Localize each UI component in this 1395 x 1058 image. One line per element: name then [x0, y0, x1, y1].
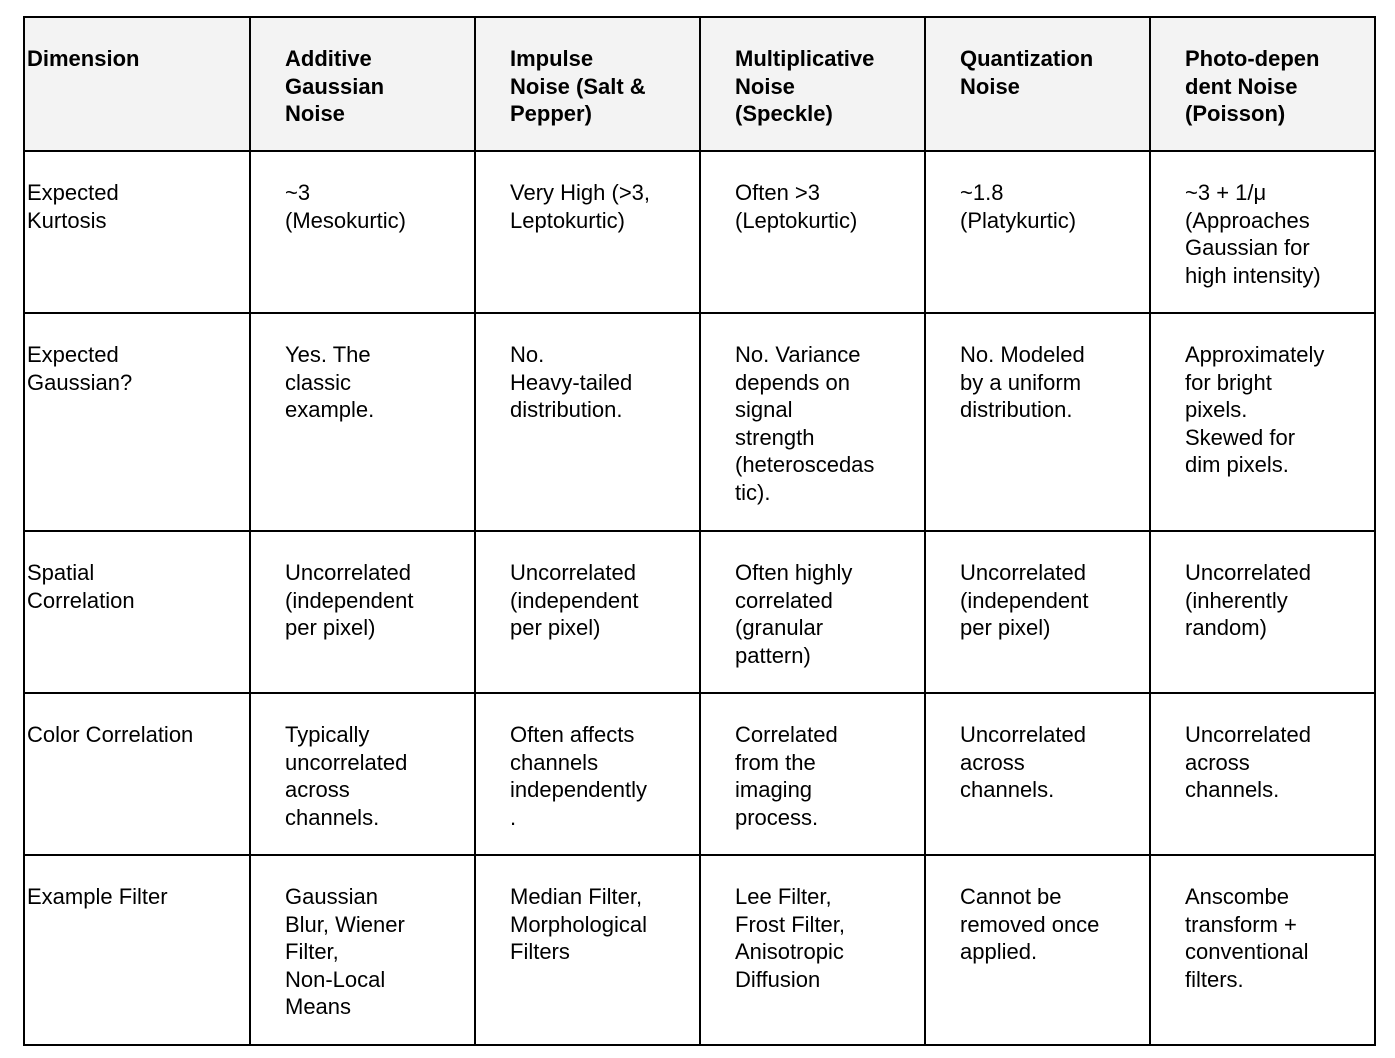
- table-row-color-correlation: [24, 693, 1375, 855]
- table-body: [24, 151, 1375, 1045]
- table-cell: Approximately for bright pixels. Skewed for dim pixels.: [1150, 313, 1375, 531]
- table-cell: Uncorrelated (inherently random): [1150, 531, 1375, 693]
- table-cell: Uncorrelated across channels.: [925, 693, 1150, 855]
- row-label-cell: Expected Gaussian?: [24, 313, 250, 531]
- table-row-kurtosis: [24, 151, 1375, 313]
- table-cell: Often highly correlated (granular pattern): [700, 531, 925, 693]
- table-row-gaussian: [24, 313, 1375, 531]
- header-cell-dimension: Dimension: [24, 17, 250, 151]
- header-cell-poisson: Photo-depen dent Noise (Poisson): [1150, 17, 1375, 151]
- table-cell: No. Modeled by a uniform distribution.: [925, 313, 1150, 531]
- table-cell: Uncorrelated (independent per pixel): [925, 531, 1150, 693]
- table-cell: Uncorrelated across channels.: [1150, 693, 1375, 855]
- table-cell: Median Filter, Morphological Filters: [475, 855, 700, 1045]
- table-cell: ~3 (Mesokurtic): [250, 151, 475, 313]
- header-cell-additive-gaussian: Additive Gaussian Noise: [250, 17, 475, 151]
- table-cell: Cannot be removed once applied.: [925, 855, 1150, 1045]
- noise-comparison-table: [23, 16, 1376, 1046]
- table-cell: Gaussian Blur, Wiener Filter, Non-Local Means: [250, 855, 475, 1045]
- table-cell: Typically uncorrelated across channels.: [250, 693, 475, 855]
- table-cell: No. Heavy-tailed distribution.: [475, 313, 700, 531]
- table-row-spatial-correlation: [24, 531, 1375, 693]
- header-cell-multiplicative: Multiplicative Noise (Speckle): [700, 17, 925, 151]
- table-cell: No. Variance depends on signal strength (heteroscedas tic).: [700, 313, 925, 531]
- header-cell-impulse: Impulse Noise (Salt & Pepper): [475, 17, 700, 151]
- row-label-cell: Color Correlation: [24, 693, 250, 855]
- table-cell: Uncorrelated (independent per pixel): [250, 531, 475, 693]
- header-cell-quantization: Quantization Noise: [925, 17, 1150, 151]
- table-cell: Uncorrelated (independent per pixel): [475, 531, 700, 693]
- table-cell: Often >3 (Leptokurtic): [700, 151, 925, 313]
- row-label-cell: Example Filter: [24, 855, 250, 1045]
- table-header: [24, 17, 1375, 151]
- table-cell: Very High (>3, Leptokurtic): [475, 151, 700, 313]
- table-cell: Lee Filter, Frost Filter, Anisotropic Diffusion: [700, 855, 925, 1045]
- table-cell: Correlated from the imaging process.: [700, 693, 925, 855]
- table-cell: ~3 + 1/μ (Approaches Gaussian for high intensity): [1150, 151, 1375, 313]
- table-cell: Yes. The classic example.: [250, 313, 475, 531]
- row-label-cell: Expected Kurtosis: [24, 151, 250, 313]
- table-cell: Often affects channels independently .: [475, 693, 700, 855]
- table-cell: Anscombe transform + conventional filters.: [1150, 855, 1375, 1045]
- table-cell: ~1.8 (Platykurtic): [925, 151, 1150, 313]
- header-row: [24, 17, 1375, 151]
- table-row-example-filter: [24, 855, 1375, 1045]
- row-label-cell: Spatial Correlation: [24, 531, 250, 693]
